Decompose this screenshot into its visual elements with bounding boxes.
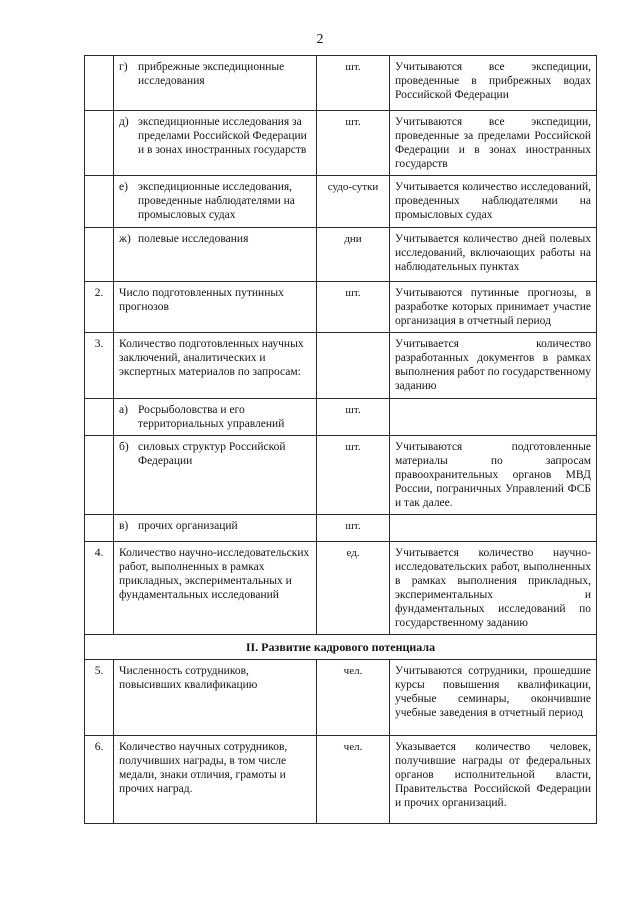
indicator-text: Количество научно-исследовательских работ, выполненных в рамках прикладных, экспериментальных и фундаментальных исследований (119, 547, 310, 601)
item-letter: д) (119, 116, 129, 128)
table-row (85, 333, 597, 399)
item-letter: в) (119, 520, 129, 532)
indicator-cell (114, 282, 317, 333)
row-number (85, 228, 114, 282)
table-row (85, 111, 597, 176)
indicator-text: Число подготовленных путинных прогнозов (119, 287, 284, 313)
row-number (85, 515, 114, 542)
row-number: 5. (85, 660, 114, 736)
table-row (85, 515, 597, 542)
unit-cell: чел. (317, 736, 390, 824)
description-cell (390, 515, 597, 542)
indicators-table (84, 55, 597, 824)
description-cell: Учитывается количество исследований, проведенных наблюдателями на промысловых судах (390, 176, 597, 228)
description-cell: Учитываются сотрудники, прошедшие курсы повышения квалификации, учебные семинары, окончившие учебные заведения в отчетный период (390, 660, 597, 736)
indicator-text: прочих организаций (138, 520, 238, 532)
indicator-cell (114, 228, 317, 282)
table-row (85, 660, 597, 736)
indicator-text: экспедиционные исследования за пределами Российской Федерации и в зонах иностранных государств (138, 116, 307, 156)
unit-cell: шт. (317, 56, 390, 111)
unit-cell: шт. (317, 111, 390, 176)
row-number: 3. (85, 333, 114, 399)
item-letter: г) (119, 61, 128, 73)
indicator-text: Количество подготовленных научных заключений, аналитических и экспертных материалов по запросам: (119, 338, 304, 378)
indicator-text: силовых структур Российской Федерации (138, 441, 286, 467)
page-number: 2 (316, 32, 324, 47)
indicator-cell (114, 333, 317, 399)
description-cell: Указывается количество человек, получившие награды от федеральных органов исполнительной власти, Правительства Российской Федерации и прочих организаций. (390, 736, 597, 824)
row-number: 2. (85, 282, 114, 333)
description-cell: Учитывается количество дней полевых исследований, включающих работы на наблюдательных пунктах (390, 228, 597, 282)
table-row (85, 399, 597, 436)
row-number (85, 399, 114, 436)
unit-cell: судо-сутки (317, 176, 390, 228)
indicator-cell (114, 660, 317, 736)
unit-cell (317, 333, 390, 399)
description-cell (390, 399, 597, 436)
description-cell: Учитываются подготовленные материалы по запросам правоохранительных органов МВД России, пограничных Управлений ФСБ и так далее. (390, 436, 597, 515)
description-cell: Учитываются все экспедиции, проведенные за пределами Российской Федерации и в зонах иностранных государств (390, 111, 597, 176)
table-row (85, 228, 597, 282)
indicator-cell (114, 176, 317, 228)
indicator-cell (114, 542, 317, 635)
unit-cell: шт. (317, 436, 390, 515)
row-number (85, 436, 114, 515)
indicator-cell (114, 399, 317, 436)
item-letter: ж) (119, 233, 131, 245)
table-row (85, 542, 597, 635)
unit-cell: шт. (317, 282, 390, 333)
unit-cell: чел. (317, 660, 390, 736)
unit-cell: дни (317, 228, 390, 282)
description-cell: Учитывается количество разработанных документов в рамках выполнения работ по государственному заданию (390, 333, 597, 399)
indicator-text: Количество научных сотрудников, получивших награды, в том числе медали, знаки отличия, грамоты и прочих наград. (119, 741, 288, 795)
table-body (85, 56, 597, 824)
indicator-cell (114, 515, 317, 542)
row-number (85, 56, 114, 111)
description-cell: Учитываются путинные прогнозы, в разработке которых принимает участие организация в отчетный период (390, 282, 597, 333)
row-number (85, 176, 114, 228)
indicator-cell (114, 736, 317, 824)
row-number (85, 111, 114, 176)
item-letter: е) (119, 181, 128, 193)
item-letter: б) (119, 441, 129, 453)
table-row (85, 736, 597, 824)
table-row (85, 282, 597, 333)
section-row (85, 635, 597, 660)
indicator-cell (114, 436, 317, 515)
unit-cell: шт. (317, 515, 390, 542)
indicator-text: Численность сотрудников, повысивших квалификацию (119, 665, 258, 691)
indicator-text: Росрыболовства и его территориальных управлений (138, 404, 285, 430)
indicator-text: экспедиционные исследования, проведенные наблюдателями на промысловых судах (138, 181, 295, 221)
item-letter: а) (119, 404, 128, 416)
row-number: 6. (85, 736, 114, 824)
unit-cell: ед. (317, 542, 390, 635)
table-row (85, 436, 597, 515)
section-heading: II. Развитие кадрового потенциала (85, 635, 597, 660)
indicator-cell (114, 111, 317, 176)
description-cell: Учитывается количество научно-исследовательских работ, выполненных в рамках выполнения прикладных, экспериментальных и фундаментальных исследований по государственному заданию (390, 542, 597, 635)
indicator-text: прибрежные экспедиционные исследования (138, 61, 285, 87)
row-number: 4. (85, 542, 114, 635)
table-row (85, 176, 597, 228)
table-row (85, 56, 597, 111)
indicator-cell (114, 56, 317, 111)
indicator-text: полевые исследования (138, 233, 249, 245)
unit-cell: шт. (317, 399, 390, 436)
description-cell: Учитываются все экспедиции, проведенные в прибрежных водах Российской Федерации (390, 56, 597, 111)
